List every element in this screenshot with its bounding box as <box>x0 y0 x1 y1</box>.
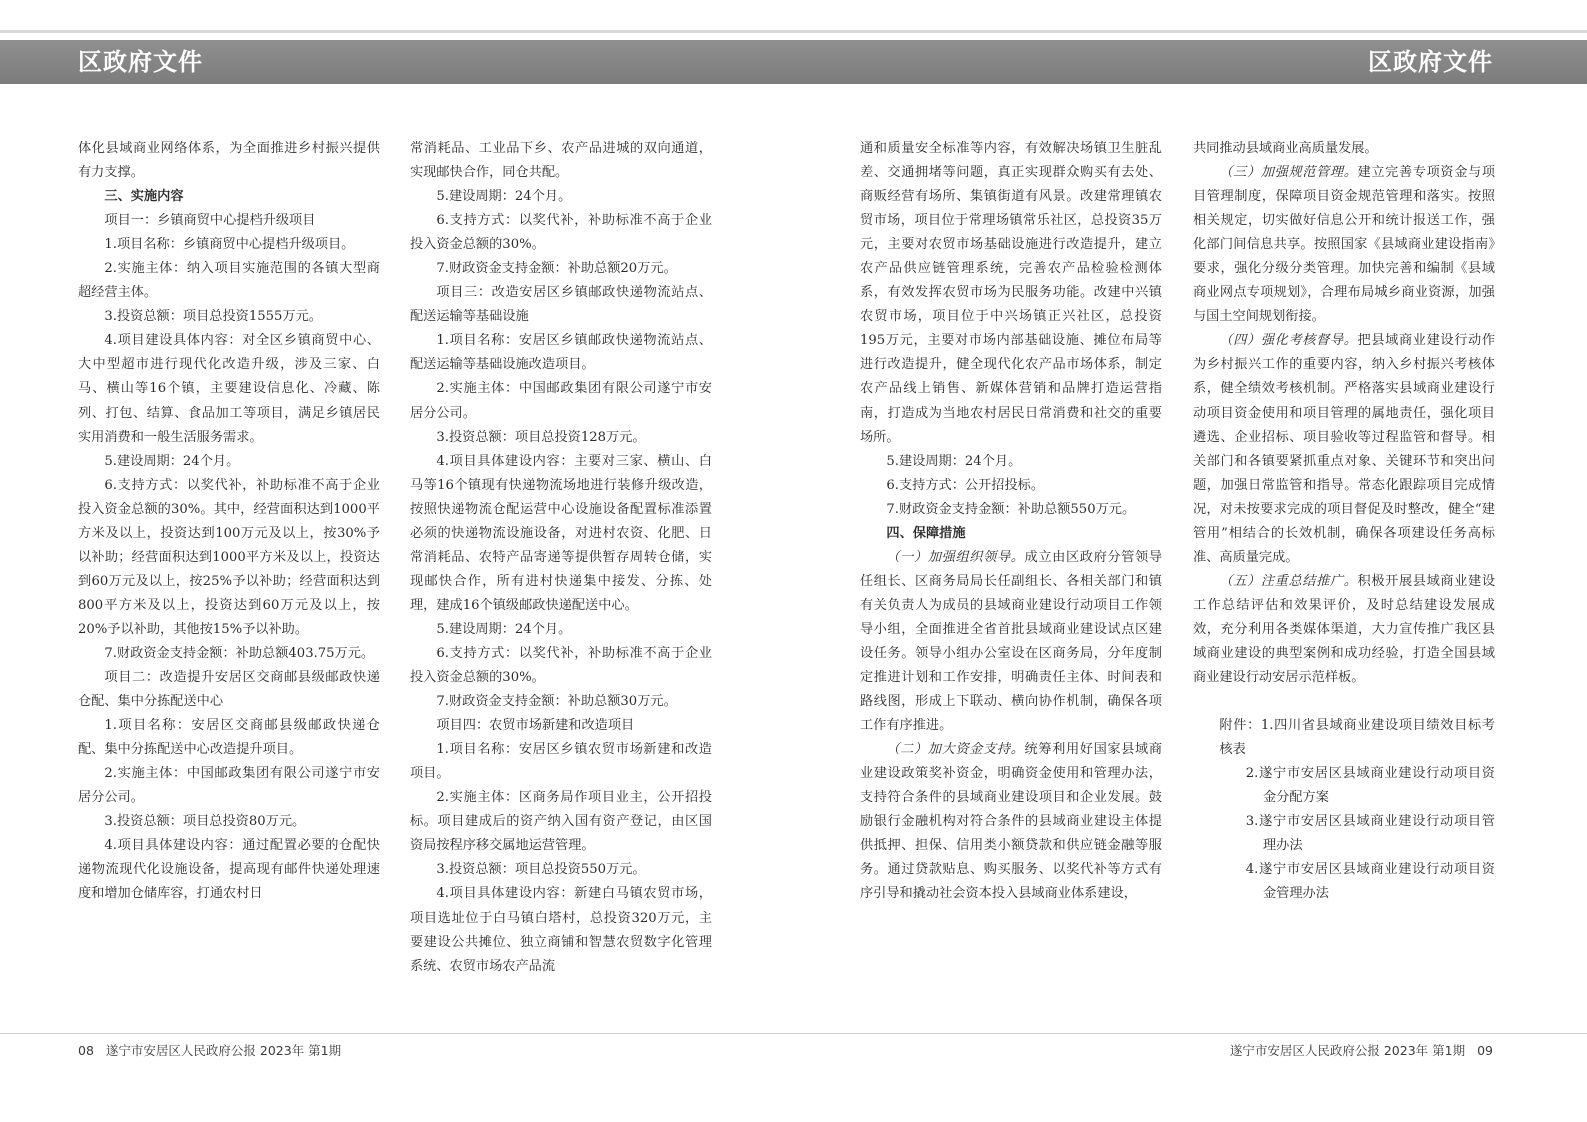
footer-left <box>78 1042 341 1060</box>
paragraph: 5.建设周期：24个月。 <box>436 621 572 637</box>
spacer <box>1193 690 1495 714</box>
text-column-3 <box>860 137 1162 907</box>
attachment-item: 3.遂宁市安居区县域商业建设行动项目管理办法 <box>1245 814 1495 854</box>
text-column-4 <box>1193 137 1495 906</box>
paragraph <box>1193 161 1495 329</box>
paragraph-body: 把县域商业建设行动作为乡村振兴工作的重要内容，纳入乡村振兴考核体系，健全绩效考核机制。严格落实县域商业建设行动项目资金使用和项目管理的属地责任，强化项目遴选、企业招标、项目验收等过程监管和督导。相关部门和各镇要紧抓重点对象、关键环节和突出问题，加强日常监管和指导。常态化跟踪项目完成情况，对未按要求完成的项目督促及时整改，健全“建管用”相结合的长效机制，确保各项建设任务高标准、高质量完成。 <box>1193 333 1496 565</box>
paragraph: 4.项目具体建设内容：新建白马镇农贸市场，项目选址位于白马镇白塔村，总投资320万元，主要建设公共摊位、独立商铺和智慧农贸数字化管理系统、农贸市场农产品流 <box>410 886 712 974</box>
section-heading: 四、保障措施 <box>886 525 966 541</box>
paragraph: 1.项目名称：安居区乡镇农贸市场新建和改造项目。 <box>410 742 712 782</box>
paragraph: 5.建设周期：24个月。 <box>886 453 1022 469</box>
paragraph: 5.建设周期：24个月。 <box>436 189 572 205</box>
text-column-1 <box>78 137 380 907</box>
paragraph: 2.实施主体：纳入项目实施范围的各镇大型商超经营主体。 <box>78 261 380 301</box>
paragraph: 6.支持方式：以奖代补，补助标准不高于企业投入资金总额的30%。 <box>410 645 712 686</box>
paragraph: 1.项目名称：安居区乡镇邮政快递物流站点、配送运输等基础设施改造项目。 <box>410 333 712 373</box>
paragraph: 6.支持方式：公开招投标。 <box>886 477 1045 493</box>
paragraph: 1.项目名称：安居区交商邮县级邮政快递仓配、集中分拣配送中心改造提升项目。 <box>78 718 380 758</box>
subsection-lead: （四）强化考核督导。 <box>1219 333 1358 349</box>
header-bar <box>0 40 1587 84</box>
subsection-lead: （一）加强组织领导。 <box>886 549 1025 565</box>
paragraph: 4.项目具体建设内容：主要对三家、横山、白马等16个镇现有快递物流场地进行装修升级改造，按照快递物流仓配运营中心设施设备配置标准添置必须的快递物流设施设备，对进村农资、化肥、日常消耗品、农特产品寄递等提供暂存周转仓储，实现邮快合作，所有进村快递集中接发、分拣、处理，建成16个镇级邮政快递配送中心。 <box>410 453 712 613</box>
subsection-lead: （三）加强规范管理。 <box>1219 165 1358 181</box>
paragraph-body: 成立由区政府分管领导任组长、区商务局局长任副组长、各相关部门和镇有关负责人为成员的县域商业建设行动项目工作领导小组，全面推进全省首批县域商业建设试点区建设任务。领导小组办公室设在区商务局，分年度制定推进计划和工作安排，明确责任主体、时间表和路线图，形成上下联动、横向协作机制，确保各项工作有序推进。 <box>860 549 1163 734</box>
project-title: 项目三：改造安居区乡镇邮政快递物流站点、配送运输等基础设施 <box>410 285 712 325</box>
paragraph: 7.财政资金支持金额：补助总额20万元。 <box>436 261 677 277</box>
attachment-item: 2.遂宁市安居区县域商业建设行动项目资金分配方案 <box>1245 766 1495 806</box>
paragraph <box>1193 570 1495 690</box>
attachment-item: 附件：1.四川省县域商业建设项目绩效目标考核表 <box>1219 718 1495 758</box>
text-column-2 <box>410 137 712 979</box>
publication-info-left: 遂宁市安居区人民政府公报 2023年 第1期 <box>105 1043 342 1058</box>
paragraph: 7.财政资金支持金额：补助总额403.75万元。 <box>104 645 375 661</box>
footer-right <box>1230 1042 1493 1060</box>
project-title: 项目二：改造提升安居区交商邮县级邮政快递仓配、集中分拣配送中心 <box>78 670 380 710</box>
paragraph <box>1193 329 1495 569</box>
paragraph <box>860 738 1162 906</box>
subsection-lead: （五）注重总结推广。 <box>1219 573 1358 589</box>
paragraph: 常消耗品、工业品下乡、农产品进城的双向通道，实现邮快合作，同仓共配。 <box>410 141 712 181</box>
paragraph-body: 统筹利用好国家县域商业建设政策奖补资金，明确资金使用和管理办法，支持符合条件的县域商业建设项目和企业发展。鼓励银行金融机构对符合条件的县域商业建设主体提供抵押、担保、信用类小额贷款和供应链金融等服务。通过贷款贴息、购买服务、以奖代补等方式有序引导和撬动社会资本投入县域商业体系建设， <box>860 742 1163 902</box>
paragraph: 共同推动县域商业高质量发展。 <box>1193 141 1378 156</box>
paragraph: 3.投资总额：项目总投资550万元。 <box>436 862 646 878</box>
paragraph: 4.项目具体建设内容：通过配置必要的仓配快递物流现代化设施设备，提高现有邮件快递处理速度和增加仓储库容，打通农村日 <box>78 838 380 902</box>
publication-info-right: 遂宁市安居区人民政府公报 2023年 第1期 <box>1229 1043 1466 1058</box>
subsection-lead: （二）加大资金支持。 <box>886 742 1025 758</box>
project-title: 项目一：乡镇商贸中心提档升级项目 <box>104 213 316 229</box>
paragraph: 7.财政资金支持金额：补助总额30万元。 <box>436 694 677 710</box>
paragraph: 2.实施主体：区商务局作项目业主，公开招投标。项目建成后的资产纳入国有资产登记，由区国资局按程序移交属地运营管理。 <box>410 790 712 854</box>
paragraph: 体化县域商业网络体系，为全面推进乡村振兴提供有力支撑。 <box>78 141 380 181</box>
paragraph-body: 积极开展县域商业建设工作总结评估和效果评价，及时总结建设发展成效，充分利用各类媒体渠道，大力宣传推广我区县域商业建设的典型案例和成功经验，打造全国县域商业建设行动安居示范样板。 <box>1193 573 1496 686</box>
paragraph <box>860 546 1162 738</box>
paragraph: 2.实施主体：中国邮政集团有限公司遂宁市安居分公司。 <box>410 381 712 421</box>
paragraph-body: 建立完善专项资金与项目管理制度，保障项目资金规范管理和落实。按照相关规定，切实做好信息公开和统计报送工作，强化部门间信息共享。按照国家《县域商业建设指南》要求，强化分级分类管理。加快完善和编制《县域商业网点专项规划》，合理布局城乡商业资源，加强与国土空间规划衔接。 <box>1193 165 1496 325</box>
project-title: 项目四：农贸市场新建和改造项目 <box>436 718 635 734</box>
section-heading: 三、实施内容 <box>104 189 184 205</box>
paragraph: 1.项目名称：乡镇商贸中心提档升级项目。 <box>104 237 355 253</box>
paragraph: 通和质量安全标准等内容，有效解决场镇卫生脏乱差、交通拥堵等问题，真正实现群众购买有去处、商贩经营有场所、集镇街道有风景。改建常理镇农贸市场，项目位于常理场镇常乐社区，总投资35万元，主要对农贸市场基础设施进行改造提升，建立农产品供应链管理系统，完善农产品检验检测体系，有效发挥农贸市场为民服务功能。改建中兴镇农贸市场，项目位于中兴场镇正兴社区，总投资195万元，主要对市场内部基础设施、摊位布局等进行改造提升，健全现代化农产品市场体系，制定农产品线上销售、新媒体营销和品牌打造运营指南，打造成为当地农村居民日常消费和社交的重要场所。 <box>860 141 1162 445</box>
paragraph: 3.投资总额：项目总投资128万元。 <box>436 429 646 445</box>
paragraph: 2.实施主体：中国邮政集团有限公司遂宁市安居分公司。 <box>78 766 380 806</box>
paragraph: 4.项目建设具体内容：对全区乡镇商贸中心、大中型超市进行现代化改造升级，涉及三家、白马、横山等16个镇，主要建设信息化、冷藏、陈列、打包、结算、食品加工等项目，满足乡镇居民实用消费和一般生活服务需求。 <box>78 333 380 445</box>
paragraph: 7.财政资金支持金额：补助总额550万元。 <box>886 501 1136 517</box>
paragraph: 3.投资总额：项目总投资80万元。 <box>104 814 306 830</box>
page-number-right: 09 <box>1477 1043 1493 1058</box>
header-title-left: 区政府文件 <box>78 48 203 76</box>
top-rule <box>0 30 1587 33</box>
paragraph: 3.投资总额：项目总投资1555万元。 <box>104 309 322 325</box>
page-number-left: 08 <box>78 1043 94 1058</box>
footer-rule <box>0 1033 1587 1034</box>
paragraph: 6.支持方式：以奖代补，补助标准不高于企业投入资金总额的30%。 <box>410 213 712 253</box>
paragraph: 6.支持方式：以奖代补，补助标准不高于企业投入资金总额的30%。其中，经营面积达到1000平方米及以上，投资达到100万元及以上，按30%予以补助；经营面积达到1000平方米及以上，投资达到60万元及以上，按25%予以补助；经营面积达到800平方米及以上，投资达到60万元及以上，按20%予以补助，其他按15%予以补助。 <box>78 477 380 637</box>
paragraph: 5.建设周期：24个月。 <box>104 453 240 469</box>
header-title-right: 区政府文件 <box>1368 48 1493 76</box>
attachment-item: 4.遂宁市安居区县域商业建设行动项目资金管理办法 <box>1245 862 1495 902</box>
